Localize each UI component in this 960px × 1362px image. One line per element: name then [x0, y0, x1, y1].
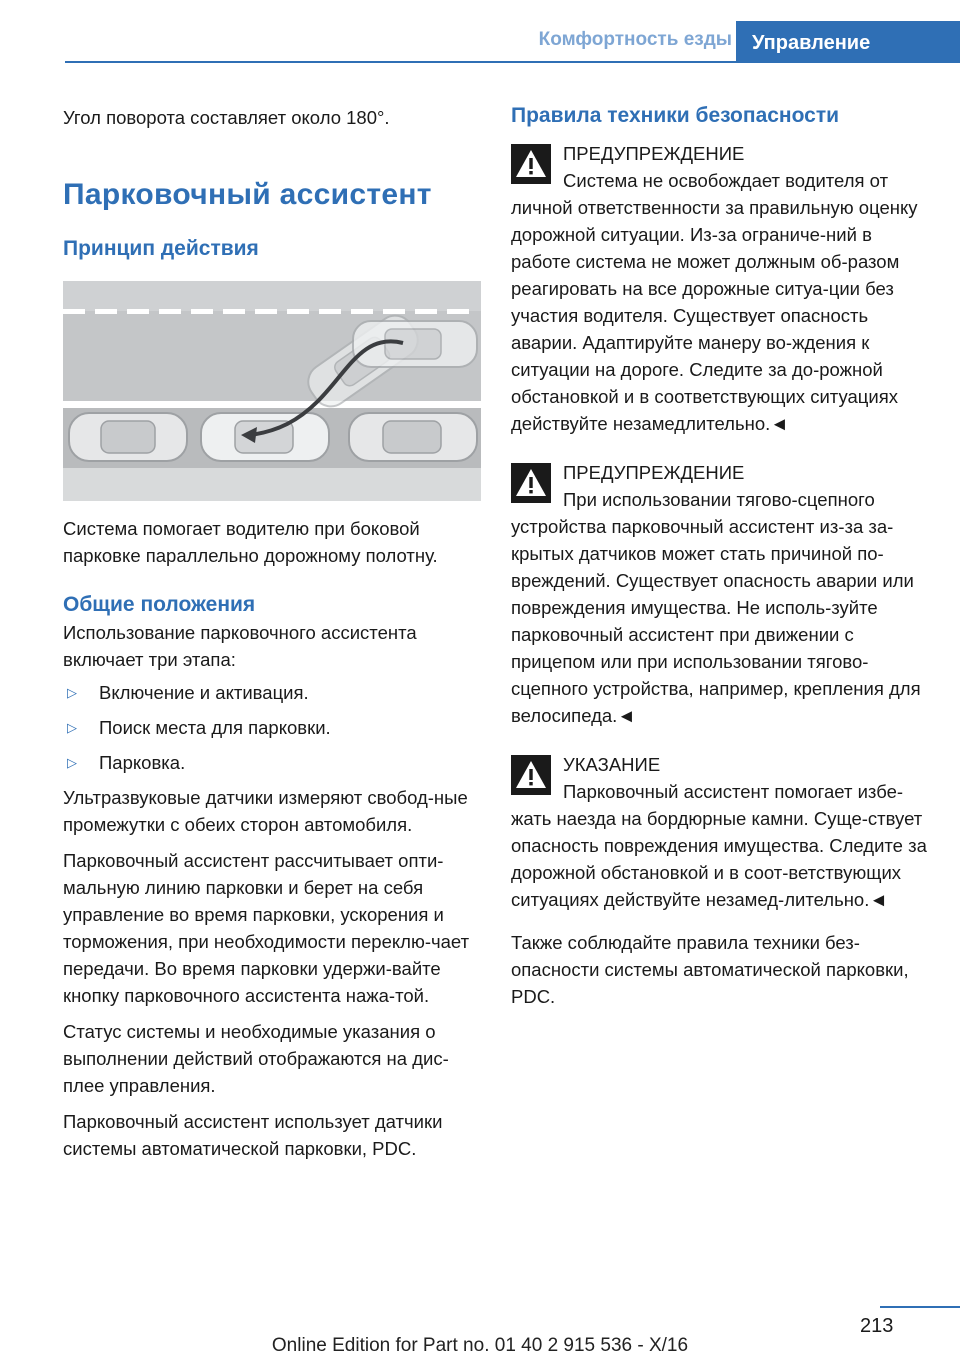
- parking-illustration: [63, 281, 481, 501]
- warning-block: [511, 459, 929, 729]
- right-column: [511, 100, 929, 1010]
- warning-text: Система не освобождает водителя от личной ответственности за правильную оценку дорожной ситуации. Из-за ограниче-ний в работе система не может должным об-разом реагировать на все дорожные ситуа-ции без участия водителя. Существует опасность аварии. Адаптируйте манеру во-ждения к ситуации на дороге. Следите за до-рожной обстановкой и в соответствующих ситуациях действуйте незамедлительно.◄: [511, 170, 918, 434]
- principle-heading: Принцип действия: [63, 237, 259, 260]
- page-number: 213: [860, 1315, 894, 1337]
- warning-triangle-icon: [511, 144, 551, 184]
- notice-block: [511, 751, 929, 913]
- notice-triangle-icon: [511, 755, 551, 795]
- list-item: ▷ Включение и активация.: [63, 679, 483, 706]
- body-paragraph: Ультразвуковые датчики измеряют свобод-ные промежутки с обеих сторон автомобиля.: [63, 787, 468, 835]
- edition-footer: Online Edition for Part no. 01 40 2 915 536 - X/16: [271, 1335, 689, 1356]
- triangle-bullet-icon: ▷: [67, 755, 77, 770]
- notice-text: Парковочный ассистент помогает избе-жать наезда на бордюрные камни. Суще-ствует опасность повреждения имущества. Следите за дорожной обстановкой и в соот-ветствующих ситуациях действуйте незамед-лительно.◄: [511, 781, 927, 910]
- closing-paragraph: Также соблюдайте правила техники без-опасности системы автоматической парковки, PDC.: [511, 932, 909, 1007]
- header-chapter-tab[interactable]: Управление: [736, 21, 960, 63]
- body-paragraph: Статус системы и необходимые указания о выполнении действий отображаются на дис-плее управления.: [63, 1021, 449, 1096]
- notice-title: УКАЗАНИЕ: [563, 754, 661, 775]
- general-heading: Общие положения: [63, 593, 256, 616]
- general-text: Использование парковочного ассистента включает три этапа:: [63, 622, 417, 670]
- warning-text: При использовании тягово-сцепного устройства парковочный ассистент из-за за-крытых датчиков может стать причиной по-вреждений. Существует опасность аварии или повреждения имущества. Не исполь-зуйте парковочный ассистент при движении с прицепом или при использовании тягово-сцепного устройства, например, крепления для велосипеда.◄: [511, 489, 921, 726]
- safety-heading: Правила техники безопасности: [511, 104, 840, 127]
- triangle-bullet-icon: ▷: [67, 685, 77, 700]
- list-item: ▷ Парковка.: [63, 749, 483, 776]
- figure-caption: Система помогает водителю при боковой парковке параллельно дорожному полотну.: [63, 518, 438, 566]
- header-section-title: Комфортность езды: [538, 29, 732, 50]
- warning-title: ПРЕДУПРЕЖДЕНИЕ: [563, 143, 745, 164]
- footer-rule: [880, 1306, 960, 1308]
- body-paragraph: Парковочный ассистент рассчитывает опти-мальную линию парковки и берет на себя управление во время парковки, ускорения и торможения, при необходимости переклю-чает передачи. Во время парковки удержи-вайте кнопку парковочного ассистента нажа-той.: [63, 850, 470, 1006]
- steps-list: [63, 679, 483, 776]
- intro-text: Угол поворота составляет около 180°.: [63, 107, 390, 128]
- list-item: ▷ Поиск места для парковки.: [63, 714, 483, 741]
- header-rule: [65, 61, 960, 63]
- body-paragraph: Парковочный ассистент использует датчики системы автоматической парковки, PDC.: [63, 1111, 443, 1159]
- left-column: [63, 100, 483, 1162]
- warning-title: ПРЕДУПРЕЖДЕНИЕ: [563, 462, 745, 483]
- page-title: Парковочный ассистент: [63, 178, 432, 211]
- warning-triangle-icon: [511, 463, 551, 503]
- triangle-bullet-icon: ▷: [67, 720, 77, 735]
- warning-block: [511, 140, 929, 437]
